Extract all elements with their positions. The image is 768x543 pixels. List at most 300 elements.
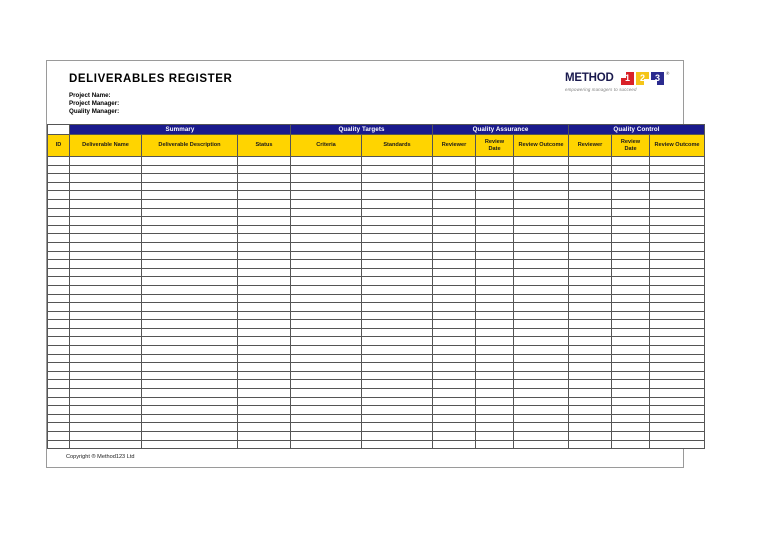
table-cell[interactable] [569, 328, 612, 337]
table-cell[interactable] [650, 311, 705, 320]
table-cell[interactable] [142, 191, 238, 200]
table-cell[interactable] [433, 208, 476, 217]
table-cell[interactable] [514, 294, 569, 303]
table-cell[interactable] [70, 260, 142, 269]
table-cell[interactable] [291, 165, 362, 174]
table-cell[interactable] [142, 165, 238, 174]
table-cell[interactable] [569, 234, 612, 243]
table-cell[interactable] [362, 285, 433, 294]
table-cell[interactable] [514, 406, 569, 415]
table-cell[interactable] [569, 217, 612, 226]
table-cell[interactable] [48, 406, 70, 415]
table-cell[interactable] [70, 423, 142, 432]
table-cell[interactable] [650, 363, 705, 372]
table-cell[interactable] [70, 328, 142, 337]
table-cell[interactable] [70, 165, 142, 174]
table-cell[interactable] [362, 174, 433, 183]
table-cell[interactable] [650, 406, 705, 415]
table-cell[interactable] [650, 380, 705, 389]
table-cell[interactable] [70, 311, 142, 320]
table-cell[interactable] [142, 311, 238, 320]
table-cell[interactable] [650, 354, 705, 363]
table-cell[interactable] [476, 414, 514, 423]
table-cell[interactable] [291, 346, 362, 355]
table-cell[interactable] [612, 182, 650, 191]
table-cell[interactable] [70, 157, 142, 166]
table-cell[interactable] [612, 311, 650, 320]
table-cell[interactable] [514, 397, 569, 406]
table-cell[interactable] [142, 182, 238, 191]
table-cell[interactable] [650, 371, 705, 380]
table-cell[interactable] [569, 303, 612, 312]
table-cell[interactable] [362, 199, 433, 208]
table-cell[interactable] [142, 406, 238, 415]
table-cell[interactable] [612, 208, 650, 217]
table-cell[interactable] [612, 354, 650, 363]
table-cell[interactable] [362, 234, 433, 243]
table-cell[interactable] [433, 397, 476, 406]
table-cell[interactable] [362, 337, 433, 346]
table-cell[interactable] [476, 277, 514, 286]
table-cell[interactable] [48, 234, 70, 243]
table-cell[interactable] [514, 285, 569, 294]
table-cell[interactable] [650, 294, 705, 303]
table-cell[interactable] [650, 432, 705, 441]
table-cell[interactable] [612, 371, 650, 380]
table-cell[interactable] [514, 432, 569, 441]
table-cell[interactable] [514, 174, 569, 183]
table-cell[interactable] [433, 260, 476, 269]
table-row[interactable] [48, 165, 705, 174]
table-cell[interactable] [70, 208, 142, 217]
table-row[interactable] [48, 157, 705, 166]
table-cell[interactable] [569, 371, 612, 380]
table-cell[interactable] [291, 242, 362, 251]
table-cell[interactable] [70, 406, 142, 415]
table-cell[interactable] [291, 294, 362, 303]
table-cell[interactable] [238, 432, 291, 441]
table-cell[interactable] [514, 191, 569, 200]
table-cell[interactable] [612, 294, 650, 303]
table-cell[interactable] [48, 199, 70, 208]
table-cell[interactable] [70, 251, 142, 260]
table-cell[interactable] [70, 320, 142, 329]
table-cell[interactable] [514, 440, 569, 449]
table-cell[interactable] [612, 234, 650, 243]
table-cell[interactable] [569, 389, 612, 398]
table-cell[interactable] [142, 432, 238, 441]
table-cell[interactable] [48, 260, 70, 269]
table-cell[interactable] [142, 397, 238, 406]
table-cell[interactable] [70, 371, 142, 380]
table-row[interactable] [48, 199, 705, 208]
table-cell[interactable] [238, 406, 291, 415]
table-row[interactable] [48, 371, 705, 380]
table-cell[interactable] [476, 260, 514, 269]
table-cell[interactable] [142, 363, 238, 372]
table-cell[interactable] [142, 199, 238, 208]
table-cell[interactable] [569, 337, 612, 346]
table-cell[interactable] [238, 328, 291, 337]
table-row[interactable] [48, 174, 705, 183]
table-cell[interactable] [70, 242, 142, 251]
table-cell[interactable] [514, 380, 569, 389]
table-cell[interactable] [48, 157, 70, 166]
table-cell[interactable] [362, 260, 433, 269]
table-cell[interactable] [476, 397, 514, 406]
table-cell[interactable] [238, 423, 291, 432]
table-cell[interactable] [514, 354, 569, 363]
table-cell[interactable] [476, 242, 514, 251]
table-cell[interactable] [238, 191, 291, 200]
table-cell[interactable] [569, 208, 612, 217]
table-cell[interactable] [238, 414, 291, 423]
table-cell[interactable] [433, 174, 476, 183]
table-cell[interactable] [569, 260, 612, 269]
table-cell[interactable] [238, 346, 291, 355]
table-cell[interactable] [238, 294, 291, 303]
table-cell[interactable] [362, 268, 433, 277]
table-cell[interactable] [650, 174, 705, 183]
table-cell[interactable] [569, 268, 612, 277]
table-cell[interactable] [362, 389, 433, 398]
table-cell[interactable] [142, 242, 238, 251]
table-cell[interactable] [569, 277, 612, 286]
table-cell[interactable] [48, 174, 70, 183]
table-cell[interactable] [291, 174, 362, 183]
table-cell[interactable] [514, 311, 569, 320]
table-cell[interactable] [650, 182, 705, 191]
table-cell[interactable] [476, 285, 514, 294]
table-cell[interactable] [142, 208, 238, 217]
table-cell[interactable] [238, 320, 291, 329]
table-cell[interactable] [650, 199, 705, 208]
table-cell[interactable] [433, 251, 476, 260]
table-cell[interactable] [362, 157, 433, 166]
table-cell[interactable] [362, 320, 433, 329]
table-cell[interactable] [142, 380, 238, 389]
table-cell[interactable] [433, 389, 476, 398]
table-cell[interactable] [569, 406, 612, 415]
table-cell[interactable] [142, 225, 238, 234]
table-cell[interactable] [433, 320, 476, 329]
table-cell[interactable] [238, 251, 291, 260]
table-cell[interactable] [362, 251, 433, 260]
table-cell[interactable] [142, 414, 238, 423]
table-cell[interactable] [514, 165, 569, 174]
table-cell[interactable] [612, 191, 650, 200]
table-cell[interactable] [291, 182, 362, 191]
table-cell[interactable] [291, 303, 362, 312]
table-cell[interactable] [433, 268, 476, 277]
table-cell[interactable] [48, 414, 70, 423]
table-cell[interactable] [612, 440, 650, 449]
table-cell[interactable] [476, 199, 514, 208]
table-cell[interactable] [569, 414, 612, 423]
table-cell[interactable] [476, 389, 514, 398]
table-cell[interactable] [476, 294, 514, 303]
table-cell[interactable] [514, 208, 569, 217]
table-cell[interactable] [238, 217, 291, 226]
table-cell[interactable] [142, 260, 238, 269]
table-cell[interactable] [433, 242, 476, 251]
table-cell[interactable] [238, 208, 291, 217]
table-cell[interactable] [142, 303, 238, 312]
table-cell[interactable] [142, 423, 238, 432]
table-cell[interactable] [48, 320, 70, 329]
table-cell[interactable] [650, 208, 705, 217]
table-cell[interactable] [70, 389, 142, 398]
table-cell[interactable] [362, 242, 433, 251]
table-cell[interactable] [362, 311, 433, 320]
table-cell[interactable] [362, 225, 433, 234]
table-cell[interactable] [476, 432, 514, 441]
table-cell[interactable] [142, 277, 238, 286]
table-cell[interactable] [476, 423, 514, 432]
table-row[interactable] [48, 440, 705, 449]
table-cell[interactable] [476, 225, 514, 234]
table-cell[interactable] [476, 311, 514, 320]
table-cell[interactable] [238, 354, 291, 363]
table-cell[interactable] [650, 320, 705, 329]
table-cell[interactable] [48, 380, 70, 389]
table-row[interactable] [48, 242, 705, 251]
table-cell[interactable] [569, 397, 612, 406]
table-cell[interactable] [48, 363, 70, 372]
table-cell[interactable] [362, 217, 433, 226]
table-cell[interactable] [70, 303, 142, 312]
table-cell[interactable] [142, 234, 238, 243]
table-cell[interactable] [142, 440, 238, 449]
table-cell[interactable] [433, 294, 476, 303]
table-cell[interactable] [362, 414, 433, 423]
table-cell[interactable] [291, 337, 362, 346]
table-cell[interactable] [650, 337, 705, 346]
table-row[interactable] [48, 397, 705, 406]
table-cell[interactable] [48, 440, 70, 449]
table-cell[interactable] [291, 234, 362, 243]
table-cell[interactable] [612, 199, 650, 208]
table-cell[interactable] [433, 440, 476, 449]
table-cell[interactable] [433, 165, 476, 174]
table-cell[interactable] [70, 432, 142, 441]
table-cell[interactable] [650, 260, 705, 269]
table-cell[interactable] [569, 174, 612, 183]
table-cell[interactable] [238, 311, 291, 320]
table-cell[interactable] [291, 389, 362, 398]
table-cell[interactable] [476, 328, 514, 337]
table-cell[interactable] [142, 157, 238, 166]
table-cell[interactable] [569, 294, 612, 303]
table-cell[interactable] [48, 294, 70, 303]
table-cell[interactable] [514, 320, 569, 329]
table-cell[interactable] [142, 354, 238, 363]
table-cell[interactable] [514, 337, 569, 346]
table-cell[interactable] [612, 423, 650, 432]
table-cell[interactable] [70, 440, 142, 449]
table-cell[interactable] [476, 234, 514, 243]
table-row[interactable] [48, 406, 705, 415]
table-row[interactable] [48, 363, 705, 372]
table-cell[interactable] [433, 328, 476, 337]
table-row[interactable] [48, 191, 705, 200]
table-row[interactable] [48, 328, 705, 337]
table-cell[interactable] [612, 414, 650, 423]
table-row[interactable] [48, 285, 705, 294]
table-cell[interactable] [433, 285, 476, 294]
table-cell[interactable] [362, 406, 433, 415]
table-cell[interactable] [48, 389, 70, 398]
table-cell[interactable] [433, 346, 476, 355]
table-cell[interactable] [70, 397, 142, 406]
table-cell[interactable] [291, 328, 362, 337]
table-cell[interactable] [612, 328, 650, 337]
table-cell[interactable] [362, 346, 433, 355]
table-cell[interactable] [650, 234, 705, 243]
table-cell[interactable] [514, 389, 569, 398]
table-cell[interactable] [48, 371, 70, 380]
table-cell[interactable] [650, 217, 705, 226]
table-row[interactable] [48, 225, 705, 234]
table-cell[interactable] [70, 199, 142, 208]
table-row[interactable] [48, 208, 705, 217]
table-cell[interactable] [569, 380, 612, 389]
table-cell[interactable] [70, 363, 142, 372]
table-cell[interactable] [650, 285, 705, 294]
table-row[interactable] [48, 217, 705, 226]
table-cell[interactable] [142, 294, 238, 303]
table-cell[interactable] [70, 285, 142, 294]
table-cell[interactable] [650, 414, 705, 423]
table-cell[interactable] [48, 423, 70, 432]
table-cell[interactable] [612, 320, 650, 329]
table-cell[interactable] [291, 363, 362, 372]
table-cell[interactable] [514, 328, 569, 337]
table-cell[interactable] [142, 174, 238, 183]
table-cell[interactable] [48, 217, 70, 226]
table-row[interactable] [48, 380, 705, 389]
table-cell[interactable] [142, 346, 238, 355]
table-cell[interactable] [476, 346, 514, 355]
table-cell[interactable] [476, 208, 514, 217]
table-cell[interactable] [514, 260, 569, 269]
table-cell[interactable] [238, 380, 291, 389]
table-cell[interactable] [476, 363, 514, 372]
table-cell[interactable] [70, 268, 142, 277]
table-cell[interactable] [70, 174, 142, 183]
table-cell[interactable] [291, 268, 362, 277]
table-cell[interactable] [238, 157, 291, 166]
table-cell[interactable] [238, 242, 291, 251]
table-cell[interactable] [476, 303, 514, 312]
table-cell[interactable] [612, 285, 650, 294]
table-cell[interactable] [70, 277, 142, 286]
table-cell[interactable] [291, 217, 362, 226]
table-cell[interactable] [70, 414, 142, 423]
table-cell[interactable] [476, 182, 514, 191]
table-cell[interactable] [650, 389, 705, 398]
table-cell[interactable] [514, 242, 569, 251]
table-cell[interactable] [476, 251, 514, 260]
table-cell[interactable] [48, 191, 70, 200]
table-cell[interactable] [514, 303, 569, 312]
table-cell[interactable] [291, 157, 362, 166]
table-cell[interactable] [362, 371, 433, 380]
table-cell[interactable] [433, 432, 476, 441]
table-cell[interactable] [48, 311, 70, 320]
table-cell[interactable] [612, 346, 650, 355]
table-cell[interactable] [70, 294, 142, 303]
table-cell[interactable] [362, 182, 433, 191]
table-cell[interactable] [433, 311, 476, 320]
table-row[interactable] [48, 354, 705, 363]
table-cell[interactable] [362, 191, 433, 200]
table-cell[interactable] [612, 397, 650, 406]
table-cell[interactable] [476, 217, 514, 226]
table-cell[interactable] [142, 268, 238, 277]
table-cell[interactable] [48, 277, 70, 286]
table-cell[interactable] [569, 199, 612, 208]
table-cell[interactable] [476, 157, 514, 166]
table-cell[interactable] [569, 346, 612, 355]
table-cell[interactable] [514, 423, 569, 432]
table-cell[interactable] [569, 157, 612, 166]
table-cell[interactable] [48, 397, 70, 406]
table-cell[interactable] [650, 346, 705, 355]
table-cell[interactable] [291, 406, 362, 415]
table-cell[interactable] [514, 371, 569, 380]
table-cell[interactable] [650, 440, 705, 449]
table-cell[interactable] [569, 285, 612, 294]
table-cell[interactable] [48, 242, 70, 251]
table-cell[interactable] [612, 389, 650, 398]
table-cell[interactable] [291, 414, 362, 423]
table-cell[interactable] [476, 440, 514, 449]
table-cell[interactable] [433, 182, 476, 191]
table-cell[interactable] [569, 191, 612, 200]
table-cell[interactable] [433, 225, 476, 234]
table-cell[interactable] [291, 311, 362, 320]
table-cell[interactable] [476, 337, 514, 346]
table-cell[interactable] [476, 174, 514, 183]
table-cell[interactable] [514, 157, 569, 166]
table-cell[interactable] [514, 268, 569, 277]
table-cell[interactable] [291, 432, 362, 441]
table-cell[interactable] [48, 354, 70, 363]
table-cell[interactable] [612, 277, 650, 286]
table-row[interactable] [48, 277, 705, 286]
table-cell[interactable] [569, 432, 612, 441]
table-row[interactable] [48, 337, 705, 346]
table-cell[interactable] [238, 260, 291, 269]
table-cell[interactable] [291, 371, 362, 380]
table-cell[interactable] [362, 354, 433, 363]
table-cell[interactable] [650, 423, 705, 432]
table-cell[interactable] [291, 354, 362, 363]
table-cell[interactable] [514, 217, 569, 226]
table-cell[interactable] [569, 165, 612, 174]
table-cell[interactable] [48, 346, 70, 355]
table-cell[interactable] [70, 225, 142, 234]
table-cell[interactable] [650, 165, 705, 174]
table-cell[interactable] [433, 371, 476, 380]
table-cell[interactable] [433, 363, 476, 372]
table-cell[interactable] [48, 303, 70, 312]
table-cell[interactable] [362, 303, 433, 312]
table-cell[interactable] [569, 320, 612, 329]
table-row[interactable] [48, 303, 705, 312]
table-cell[interactable] [142, 389, 238, 398]
